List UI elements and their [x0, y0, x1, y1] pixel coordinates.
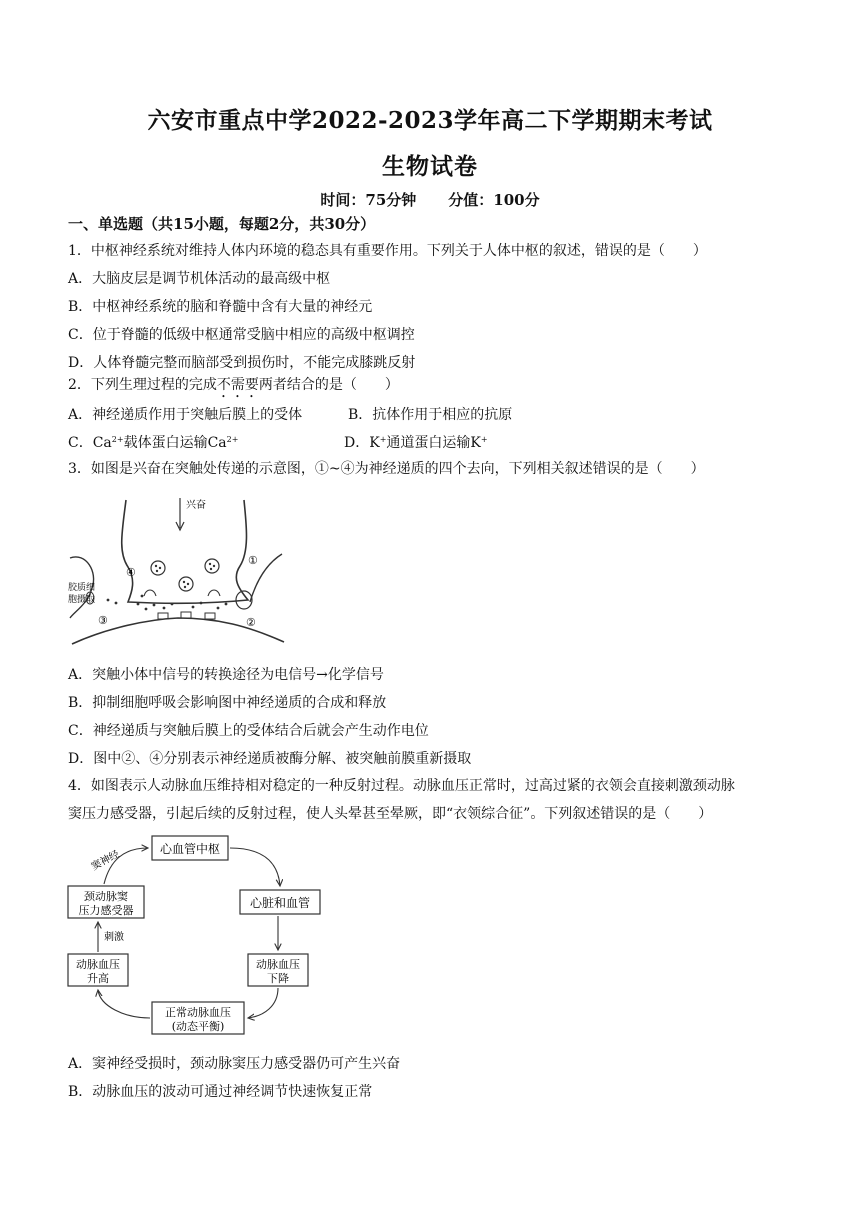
q4-stem-line1: 4．如图表示人动脉血压维持相对稳定的一种反射过程。动脉血压正常时，过高过紧的衣领会直接刺激颈动脉 — [68, 778, 735, 794]
label-bp-drop-2: 下降 — [267, 972, 289, 985]
q1-stem: 1．中枢神经系统对维持人体内环境的稳态具有重要作用。下列关于人体中枢的叙述，错误的是（ ） — [68, 243, 707, 259]
exam-meta — [0, 189, 860, 210]
q2-stem-pre: 2．下列生理过程的完成 — [68, 377, 217, 393]
q1-option-c: C．位于脊髓的低级中枢通常受脑中相应的高级中枢调控 — [68, 327, 415, 343]
section-heading: 一、单选题（共15小题，每题2分，共30分） — [68, 215, 376, 233]
vesicles — [151, 559, 219, 591]
q1-option-a: A．大脑皮层是调节机体活动的最高级中枢 — [68, 271, 331, 287]
arrow-drop-to-normal — [248, 988, 278, 1018]
receptor — [205, 613, 215, 619]
arrow-normal-to-rise — [98, 990, 150, 1018]
q3-option-c: C．神经递质与突触后膜上的受体结合后就会产生动作电位 — [68, 723, 429, 739]
release-site — [208, 590, 220, 596]
q2-option-c — [68, 433, 238, 453]
synapse-diagram — [68, 492, 288, 652]
release-site — [144, 590, 156, 596]
q2-option-d-text: D．K — [344, 435, 380, 451]
label-glia-1: 胶质细 — [68, 583, 96, 593]
label-2: ② — [246, 616, 256, 629]
label-sinus-nerve: 窦神经 — [89, 848, 122, 873]
q2-option-d-text2: 通道蛋白运输K — [386, 435, 481, 451]
arrow-center-to-heart — [230, 848, 280, 886]
exam-title: 六安市重点中学2022-2023学年高二下学期期末考试 — [147, 107, 713, 134]
label-normal-bp-1: 正常动脉血压 — [165, 1006, 231, 1019]
q3-option-b: B．抑制细胞呼吸会影响图中神经递质的合成和释放 — [68, 695, 387, 711]
label-4: ④ — [126, 566, 136, 579]
q2-option-d — [344, 433, 488, 453]
q2-option-d-sup: + — [379, 435, 387, 444]
q2-option-c-sup2: 2+ — [226, 435, 239, 444]
q3-stem: 3．如图是兴奋在突触处传递的示意图，①~④为神经递质的四个去向，下列相关叙述错误的是（ ） — [68, 461, 705, 477]
label-bp-rise-1: 动脉血压 — [76, 958, 120, 971]
label-heart-vessels: 心脏和血管 — [249, 896, 311, 910]
q2-option-a: A．神经递质作用于突触后膜上的受体 — [68, 407, 303, 423]
label-receptor-1: 颈动脉窦 — [84, 890, 128, 903]
label-1: ① — [248, 554, 258, 567]
q3-option-a: A．突触小体中信号的转换途径为电信号→化学信号 — [68, 667, 384, 683]
receptor — [181, 612, 191, 618]
label-normal-bp-2: (动态平衡) — [171, 1020, 225, 1033]
label-cardio-center: 心血管中枢 — [159, 842, 221, 856]
q2-option-c-text2: 载体蛋白运输Ca — [123, 435, 227, 451]
q1-option-b: B．中枢神经系统的脑和脊髓中含有大量的神经元 — [68, 299, 373, 315]
label-excite: 兴奋 — [186, 500, 206, 511]
q3-option-d: D．图中②、④分别表示神经递质被酶分解、被突触前膜重新摄取 — [68, 751, 472, 767]
q2-option-c-sup: 2+ — [111, 435, 124, 444]
label-receptor-2: 压力感受器 — [78, 904, 134, 917]
q2-stem — [68, 375, 399, 401]
q2-option-d-sup2: + — [480, 435, 488, 444]
exam-time: 时间：75分钟 — [320, 191, 417, 209]
q4-stem-line2: 窦压力感受器，引起后续的反射过程，使人头晕甚至晕厥，即“衣领综合征”。下列叙述错误的是（ ） — [68, 806, 713, 822]
q1-option-d: D．人体脊髓完整而脑部受到损伤时，不能完成膝跳反射 — [68, 355, 416, 371]
label-stimulus: 刺激 — [104, 932, 124, 943]
label-glia-2: 胞摄取 — [68, 595, 96, 605]
q2-stem-emphasis: 不需要 — [216, 377, 259, 393]
q2-option-c-text: C．Ca — [68, 435, 112, 451]
exam-subtitle: 生物试卷 — [382, 153, 478, 180]
exam-score: 分值：100分 — [448, 191, 540, 209]
label-3: ③ — [98, 614, 108, 627]
blood-pressure-reflex-diagram — [64, 830, 344, 1042]
q4-option-a: A．窦神经受损时，颈动脉窦压力感受器仍可产生兴奋 — [68, 1056, 401, 1072]
q2-option-b: B．抗体作用于相应的抗原 — [348, 407, 513, 423]
q4-option-b: B．动脉血压的波动可通过神经调节快速恢复正常 — [68, 1084, 373, 1100]
label-bp-rise-2: 升高 — [87, 972, 109, 985]
label-bp-drop-1: 动脉血压 — [256, 958, 300, 971]
q2-stem-post: 两者结合的是（ ） — [258, 377, 399, 393]
